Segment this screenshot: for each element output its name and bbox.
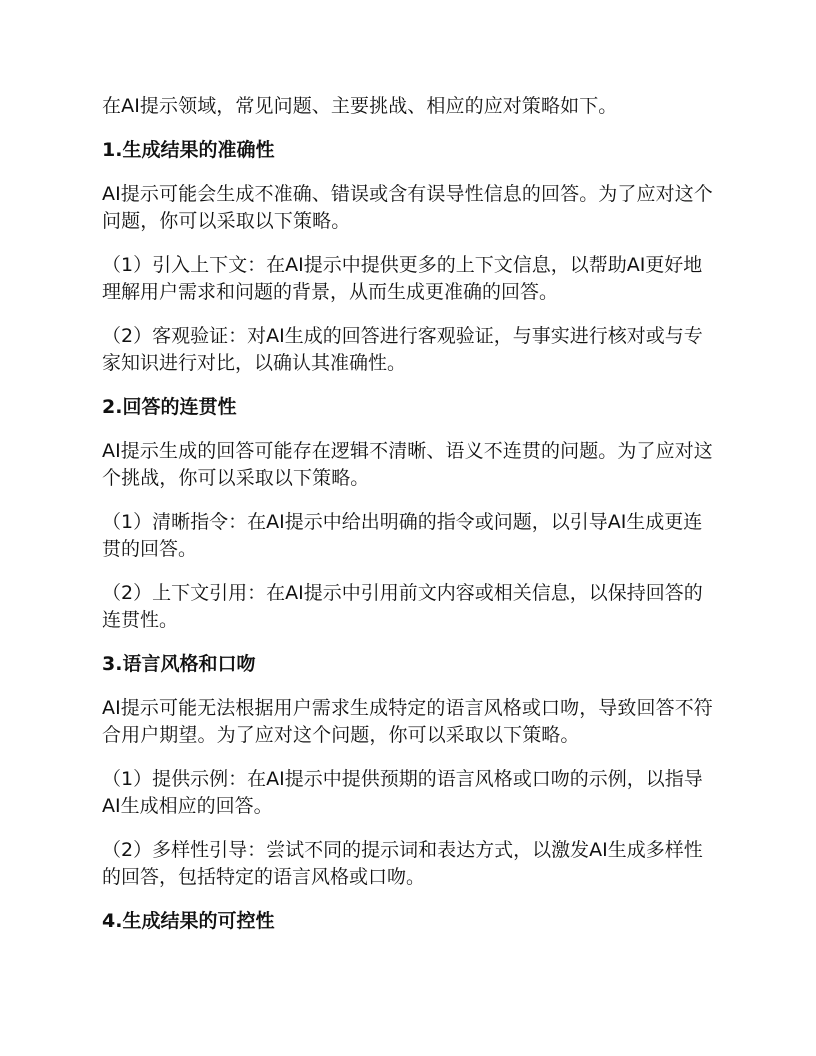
intro-paragraph: 在AI提示领域，常见问题、主要挑战、相应的应对策略如下。: [102, 95, 618, 117]
section-heading: 3.语言风格和口吻: [102, 653, 256, 675]
section-description: AI提示可能无法根据用户需求生成特定的语言风格或口吻，导致回答不符合用户期望。为了应对这个问题，你可以采取以下策略。: [102, 697, 713, 746]
section-heading: 2.回答的连贯性: [102, 396, 237, 418]
document-page: [102, 93, 718, 952]
strategy-item: （2）多样性引导：尝试不同的提示词和表达方式，以激发AI生成多样性的回答，包括特定的语言风格或口吻。: [102, 839, 703, 888]
strategy-item: （1）引入上下文：在AI提示中提供更多的上下文信息，以帮助AI更好地理解用户需求和问题的背景，从而生成更准确的回答。: [102, 254, 703, 303]
strategy-item: （1）提供示例：在AI提示中提供预期的语言风格或口吻的示例，以指导AI生成相应的回答。: [102, 768, 703, 817]
section-heading: 4.生成结果的可控性: [102, 910, 275, 932]
section-accuracy: [102, 137, 718, 377]
section-coherence: [102, 394, 718, 634]
section-style-tone: [102, 651, 718, 891]
strategy-item: （1）清晰指令：在AI提示中给出明确的指令或问题，以引导AI生成更连贯的回答。: [102, 511, 703, 560]
section-heading: 1.生成结果的准确性: [102, 139, 275, 161]
section-controllability: [102, 908, 718, 935]
strategy-item: （2）客观验证：对AI生成的回答进行客观验证，与事实进行核对或与专家知识进行对比，以确认其准确性。: [102, 325, 703, 374]
section-description: AI提示可能会生成不准确、错误或含有误导性信息的回答。为了应对这个问题，你可以采取以下策略。: [102, 183, 713, 232]
section-description: AI提示生成的回答可能存在逻辑不清晰、语义不连贯的问题。为了应对这个挑战，你可以采取以下策略。: [102, 440, 713, 489]
strategy-item: （2）上下文引用：在AI提示中引用前文内容或相关信息，以保持回答的连贯性。: [102, 582, 703, 631]
